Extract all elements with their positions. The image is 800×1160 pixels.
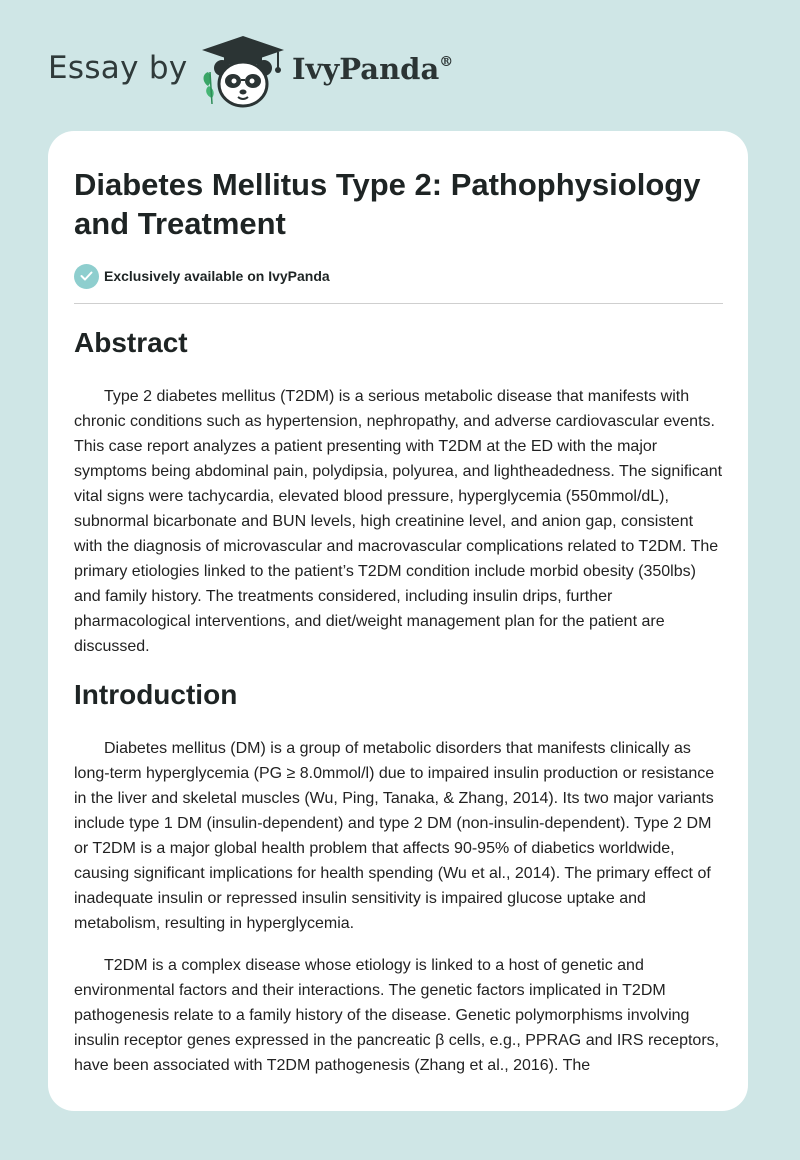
- paragraph: Diabetes mellitus (DM) is a group of metabolic disorders that manifests clinically as long-term hyperglycemia (PG ≥ 8.0mmol/l) due to impaired insulin production or resistance in the liver and skeletal muscles (Wu, Ping, Tanaka, & Zhang, 2014). Its two major variants include type 1 DM (insulin-dependent) and type 2 DM (non-insulin-dependent). Type 2 DM or T2DM is a major global health problem that affects 90-95% of diabetics worldwide, causing significant implications for health spending (Wu et al., 2014). The primary effect of inadequate insulin or repressed insulin sensitivity is impaired glucose uptake and metabolism, resulting in hyperglycemia.: [74, 740, 715, 932]
- site-header: [0, 0, 800, 130]
- article-title: Diabetes Mellitus Type 2: Pathophysiology and Treatment: [74, 167, 701, 241]
- essay-by-label: Essay by: [48, 50, 188, 86]
- section-heading-abstract: Abstract: [74, 327, 188, 358]
- exclusive-badge: [74, 263, 330, 289]
- paragraph: T2DM is a complex disease whose etiology is linked to a host of genetic and environmental factors and their interactions. The genetic factors implicated in T2DM pathogenesis relate to a family history of the disease. Genetic polymorphisms involving insulin receptor genes expressed in the pancreatic β cells, e.g., PPRAG and IRS receptors, have been associated with T2DM pathogenesis (Zhang et al., 2016). The: [74, 957, 720, 1074]
- exclusive-badge-label: Exclusively available on IvyPanda: [104, 268, 330, 284]
- divider: [74, 303, 723, 304]
- paragraph: Type 2 diabetes mellitus (T2DM) is a serious metabolic disease that manifests with chronic conditions such as hypertension, nephropathy, and adverse cardiovascular events. This case report analyzes a patient presenting with T2DM at the ED with the major symptoms being abdominal pain, polydipsia, polyurea, and lightheadedness. The significant vital signs were tachycardia, elevated blood pressure, hyperglycemia (550mmol/dL), subnormal bicarbonate and BUN levels, high creatinine level, and anion gap, consistent with the diagnosis of microvascular and macrovascular complications related to T2DM. The primary etiologies linked to the patient’s T2DM condition include morbid obesity (350lbs) and family history. The treatments considered, including insulin drips, further pharmacological interventions, and diet/weight management plan for the patient are discussed.: [74, 388, 723, 655]
- panda-logo-icon[interactable]: [200, 34, 286, 110]
- section-heading-introduction: Introduction: [74, 679, 238, 710]
- article-card: [48, 131, 748, 1111]
- brand-name[interactable]: IvyPanda®: [292, 52, 454, 86]
- check-circle-icon: [74, 264, 99, 289]
